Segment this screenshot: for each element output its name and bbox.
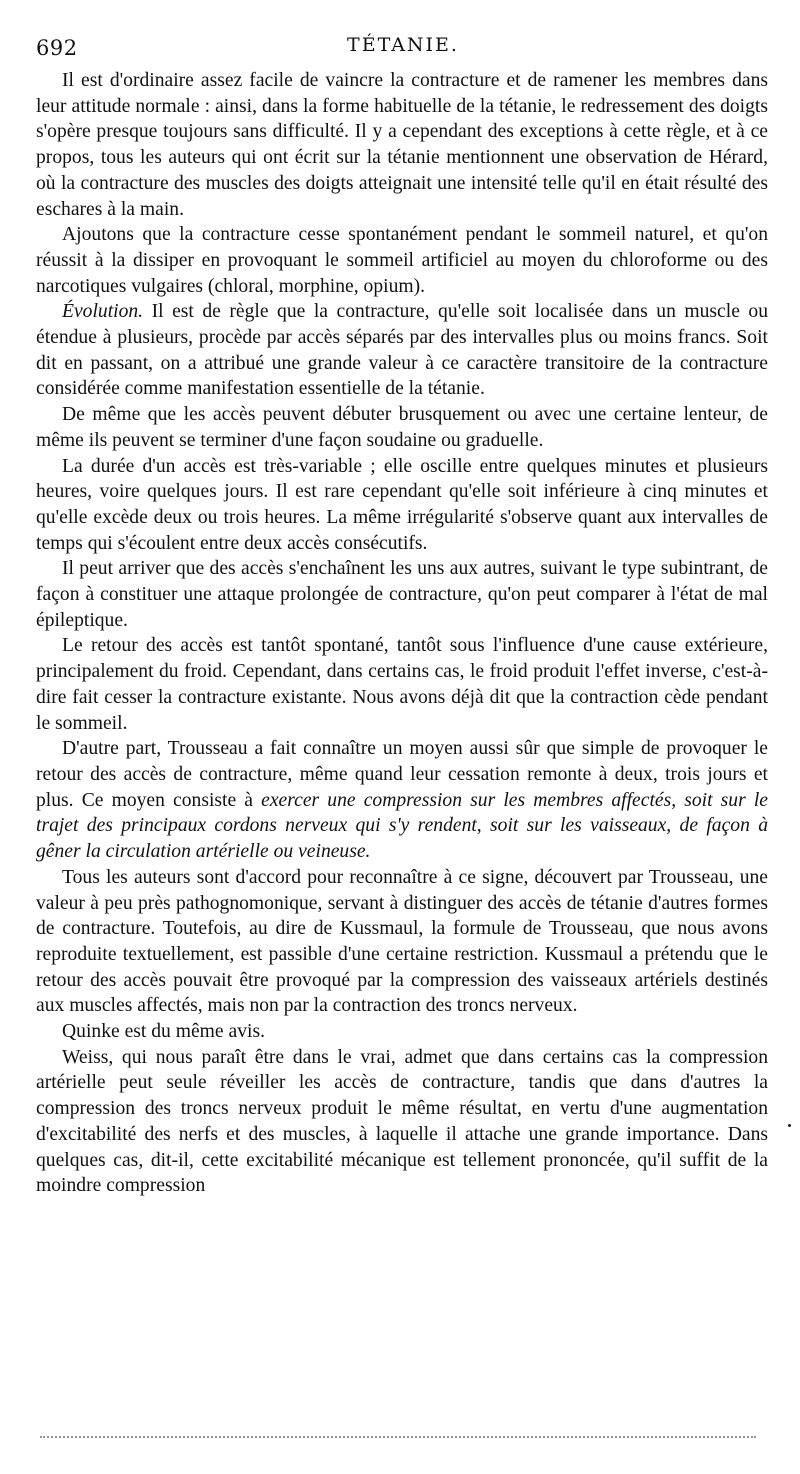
- running-title: TÉTANIE.: [347, 34, 459, 56]
- paragraph-text: Ajoutons que la contracture cesse spontanément pendant le sommeil naturel, et qu'on réussit à la dissiper en provoquant le sommeil artificiel au moyen du chloroforme ou des narcotiques vulgaires (chloral, morphine, opium).: [36, 224, 768, 297]
- paragraph-onset: [36, 402, 768, 453]
- trousseau-method-emphasis: exercer une compression sur les membres affectés, soit sur le trajet des principaux cordons nerveux qui s'y rendent, soit sur les vaisseaux, de façon à gêner la circulation artérielle ou veineuse.: [36, 789, 768, 863]
- paragraph-text: Weiss, qui nous paraît être dans le vrai, admet que dans certains cas la compression artérielle peut seule réveiller les accès de contracture, tandis que dans d'autres la compression des troncs nerveux produit le même résultat, en vertu d'une augmentation d'excitabilité des nerfs et des muscles, à laquelle il attache une grande importance. Dans quelques cas, dit-il, cette excitabilité mécanique est tellement prononcée, qu'il suffit de la moindre compression: [36, 1046, 768, 1197]
- paragraph-subintrant: [36, 556, 768, 633]
- paragraph-quinke: [36, 1019, 768, 1045]
- paragraph-contracture-reduction: [36, 68, 768, 222]
- paragraph-text: Tous les auteurs sont d'accord pour reconnaître à ce signe, découvert par Trousseau, une valeur à peu près pathognomonique, servant à distinguer des accès de tétanie d'autres formes de contracture. Toutefois, au dire de Kussmaul, la formule de Trousseau, que nous avons reproduite textuellement, est passible d'une certaine restriction. Kussmaul a prétendu que le retour des accès pouvait être provoqué par la compression des vaisseaux artériels destinés aux muscles affectés, mais non par la contraction des troncs nerveux.: [36, 866, 768, 1017]
- paragraph-kussmaul: [36, 865, 768, 1019]
- paragraph-text: Il est de règle que la contracture, qu'elle soit localisée dans un muscle ou étendue à plusieurs, procède par accès séparés par des intervalles plus ou moins francs. Soit dit en passant, on a attribué une grande valeur à ce caractère transitoire de la contracture considérée comme manifestation essentielle de la tétanie.: [36, 301, 768, 400]
- section-lead-evolution: Évolution.: [62, 301, 144, 323]
- paragraph-evolution: [36, 299, 768, 402]
- page-number: 692: [36, 36, 78, 60]
- footer-dotted-rule: [40, 1436, 756, 1438]
- body-text: [36, 68, 768, 1199]
- paragraph-sleep: [36, 222, 768, 299]
- running-head: [36, 28, 770, 60]
- paragraph-text: Quinke est du même avis.: [62, 1021, 265, 1043]
- paragraph-return: [36, 633, 768, 736]
- margin-speck: [788, 1124, 791, 1127]
- paragraph-text: La durée d'un accès est très-variable ; elle oscille entre quelques minutes et plusieurs heures, voire quelques jours. Il est rare cependant qu'elle soit inférieure à cinq minutes et qu'elle excède deux ou trois heures. La même irrégularité s'observe quant aux intervalles de temps qui s'écoulent entre deux accès consécutifs.: [36, 455, 768, 554]
- paragraph-text: Il est d'ordinaire assez facile de vaincre la contracture et de ramener les membres dans leur attitude normale : ainsi, dans la forme habituelle de la tétanie, le redressement des doigts s'opère presque toujours sans difficulté. Il y a cependant des exceptions à cette règle, et à ce propos, tous les auteurs qui ont écrit sur la tétanie mentionnent une observation de Hérard, où la contracture des muscles des doigts atteignait une intensité telle qu'il en était résulté des eschares à la main.: [36, 70, 768, 220]
- paragraph-text: D'autre part, Trousseau a fait connaître un moyen aussi sûr que simple de provoquer le retour des accès de contracture, même quand leur cessation remonte à deux, trois jours et plus. Ce moyen consiste à: [36, 738, 768, 811]
- paragraph-text: Il peut arriver que des accès s'enchaînent les uns aux autres, suivant le type subintrant, de façon à constituer une attaque prolongée de contracture, qu'on peut comparer à l'état de mal épileptique.: [36, 558, 768, 631]
- paragraph-trousseau: [36, 736, 768, 865]
- paragraph-text: Le retour des accès est tantôt spontané, tantôt sous l'influence d'une cause extérieure, principalement du froid. Cependant, dans certains cas, le froid produit l'effet inverse, c'est-à-dire fait cesser la contracture existante. Nous avons déjà dit que la contraction cède pendant le sommeil.: [36, 635, 768, 734]
- paragraph-text: De même que les accès peuvent débuter brusquement ou avec une certaine lenteur, de même ils peuvent se terminer d'une façon soudaine ou graduelle.: [36, 404, 768, 451]
- paragraph-duration: [36, 454, 768, 557]
- paragraph-weiss: [36, 1045, 768, 1199]
